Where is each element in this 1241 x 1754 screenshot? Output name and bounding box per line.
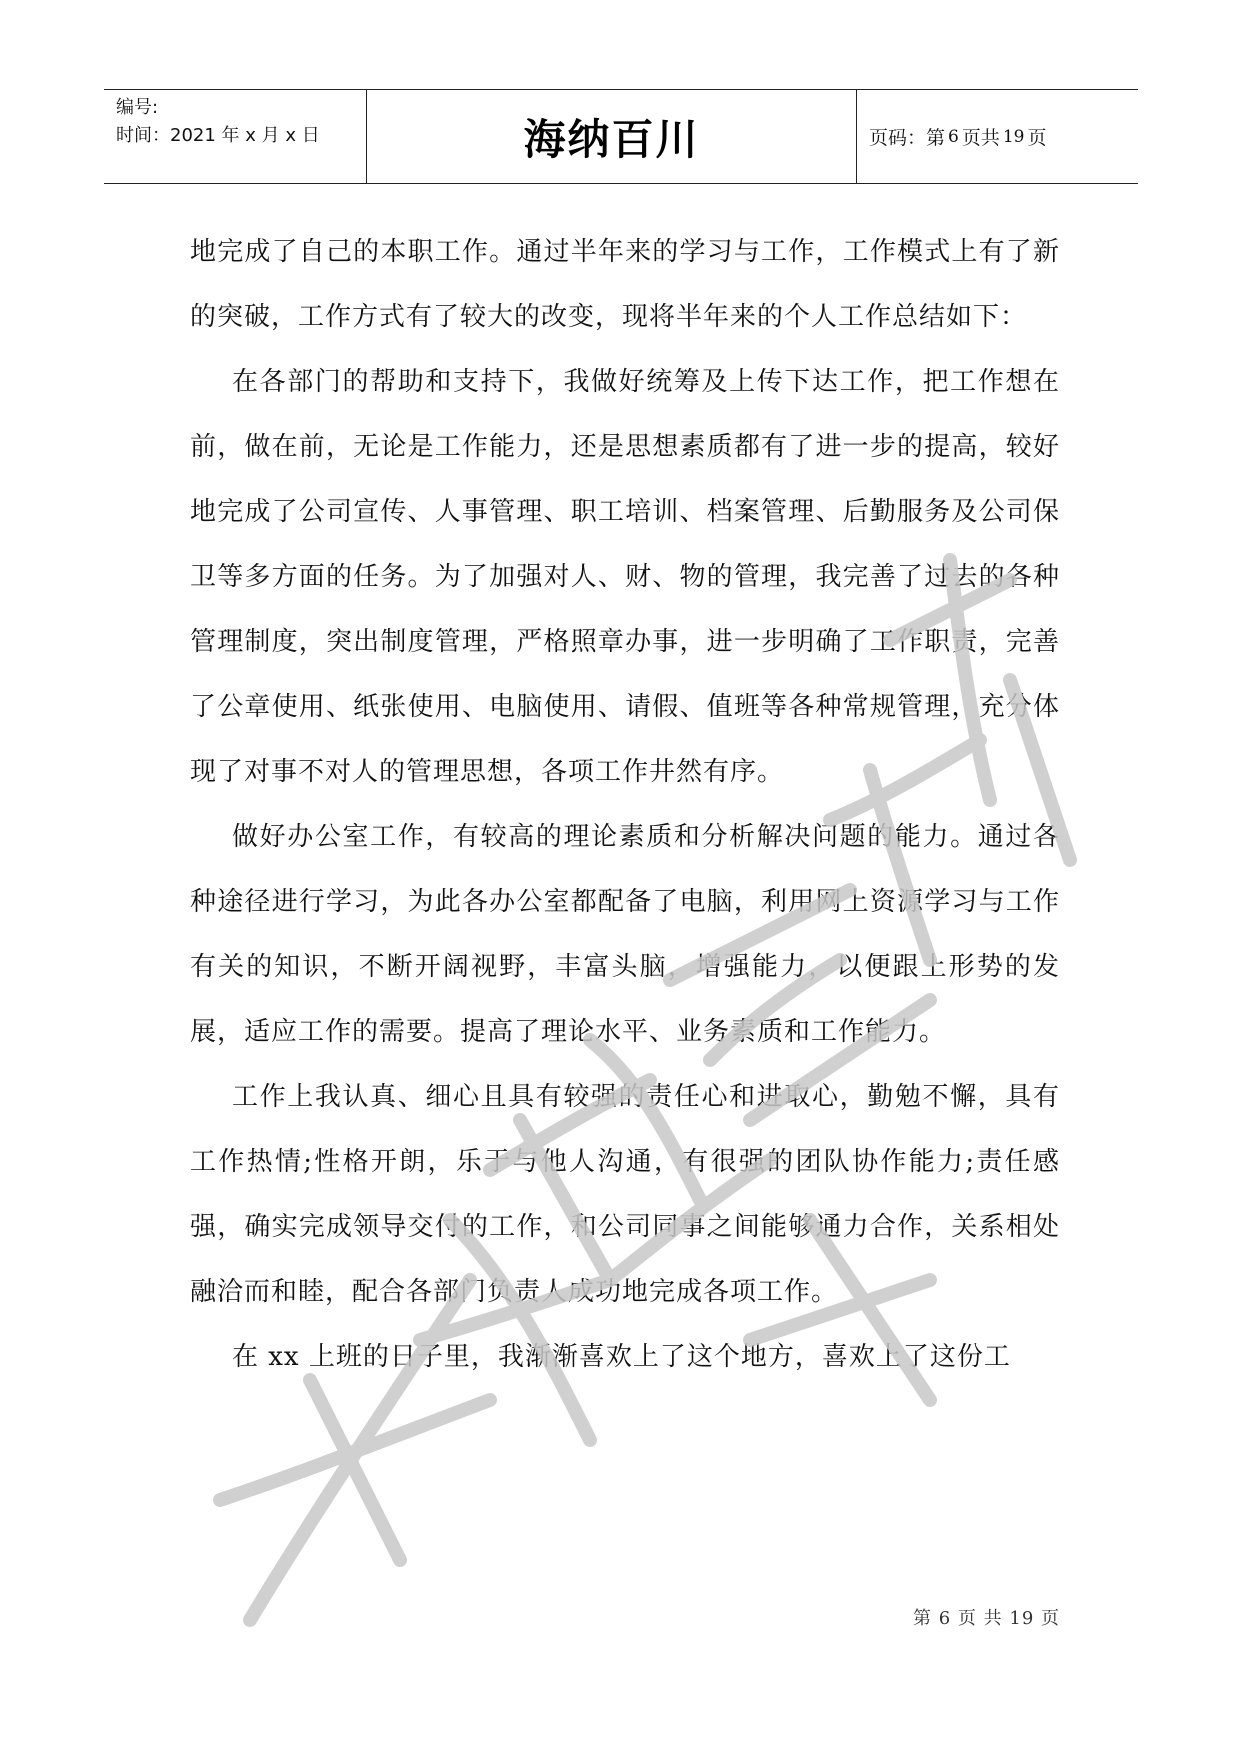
header-page-info [857, 90, 1138, 183]
header-title: 海纳百川 [367, 90, 857, 183]
body-paragraph: 在 xx 上班的日子里，我渐渐喜欢上了这个地方，喜欢上了这份工 [232, 1342, 1011, 1372]
document-body [190, 220, 1060, 1390]
page-total: 19 [1002, 126, 1025, 147]
page-current: 6 [948, 126, 959, 147]
page-suffix: 页 [1027, 127, 1047, 149]
page-mid: 页共 [961, 127, 1000, 149]
document-number-label: 编号: [116, 97, 159, 118]
body-paragraph: 做好办公室工作，有较高的理论素质和分析解决问题的能力。通过各种途径进行学习，为此各办公室都配备了电脑，利用网上资源学习与工作有关的知识，不断开阔视野，丰富头脑，增强能力，以便跟上形势的发展，适应工作的需要。提高了理论水平、业务素质和工作能力。 [190, 822, 1060, 1047]
page-footer: 第 6 页 共 19 页 [913, 1608, 1060, 1629]
body-paragraph: 工作上我认真、细心且具有较强的责任心和进取心，勤勉不懈，具有工作热情;性格开朗，乐于与他人沟通，有很强的团队协作能力;责任感强，确实完成领导交付的工作，和公司同事之间能够通力合作，关系相处融洽而和睦，配合各部门负责人成功地完成各项工作。 [190, 1082, 1060, 1307]
body-paragraph: 在各部门的帮助和支持下，我做好统筹及上传下达工作，把工作想在前，做在前，无论是工作能力，还是思想素质都有了进一步的提高，较好地完成了公司宣传、人事管理、职工培训、档案管理、后勤服务及公司保卫等多方面的任务。为了加强对人、财、物的管理，我完善了过去的各种管理制度，突出制度管理，严格照章办事，进一步明确了工作职责，完善了公章使用、纸张使用、电脑使用、请假、值班等各种常规管理，充分体现了对事不对人的管理思想，各项工作井然有序。 [190, 367, 1060, 787]
body-paragraph: 地完成了自己的本职工作。通过半年来的学习与工作，工作模式上有了新的突破，工作方式有了较大的改变，现将半年来的个人工作总结如下： [190, 237, 1060, 332]
document-header [104, 89, 1138, 184]
header-meta [104, 90, 367, 183]
document-time-label: 时间：2021 年 x 月 x 日 [116, 125, 320, 146]
page-prefix: 页码：第 [869, 127, 946, 149]
